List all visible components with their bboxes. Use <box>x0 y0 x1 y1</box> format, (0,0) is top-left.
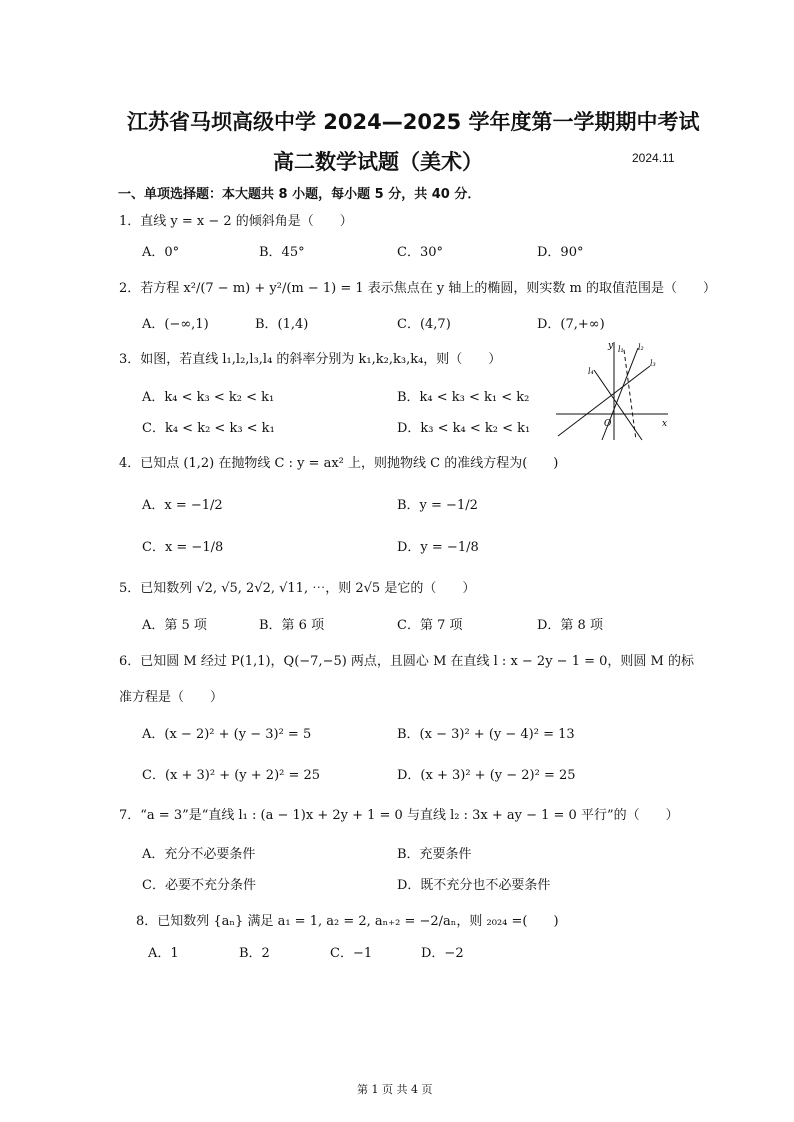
question-8-stem: 8．已知数列 {aₙ} 满足 a₁ = 1, a₂ = 2, aₙ₊₂ = −2/aₙ，则 ₂₀₂₄ =( ) <box>136 914 559 929</box>
exam-subtitle: 高二数学试题（美术） <box>273 150 483 174</box>
question-5-option-b: B．第 6 项 <box>259 618 325 633</box>
question-7-option-b: B．充要条件 <box>397 847 472 862</box>
question-2-option-b: B．(1,4) <box>255 317 309 332</box>
exam-title: 江苏省马坝高级中学 2024—2025 学年度第一学期期中考试 <box>127 110 700 134</box>
question-2-option-c: C．(4,7) <box>397 317 451 332</box>
question-1-option-b: B．45° <box>259 245 305 260</box>
question-4-stem: 4．已知点 (1,2) 在抛物线 C : y = ax² 上，则抛物线 C 的准线方程为( ) <box>119 456 559 471</box>
question-7-option-d: D．既不充分也不必要条件 <box>397 878 551 893</box>
question-7-option-c: C．必要不充分条件 <box>142 878 256 893</box>
l1-label: l₁ <box>618 345 624 354</box>
question-7-option-a: A．充分不必要条件 <box>142 847 256 862</box>
question-4-option-c: C．x = −1/8 <box>142 540 224 555</box>
question-6-option-a: A．(x − 2)² + (y − 3)² = 5 <box>142 727 312 742</box>
origin-label: O <box>604 419 612 429</box>
question-3-stem: 3．如图，若直线 l₁,l₂,l₃,l₄ 的斜率分别为 k₁,k₂,k₃,k₄，则（ ） <box>119 352 502 367</box>
question-1-stem: 1．直线 y = x − 2 的倾斜角是（ ） <box>119 214 353 229</box>
question-6-stem-continued: 准方程是（ ） <box>119 690 224 705</box>
x-axis-label: x <box>662 419 668 429</box>
question-5-stem: 5．已知数列 √2, √5, 2√2, √11, ⋯，则 2√5 是它的（ ） <box>119 581 476 596</box>
l4-label: l₄ <box>588 367 594 376</box>
question-2-option-d: D．(7,+∞) <box>537 317 605 332</box>
question-1-option-c: C．30° <box>397 245 443 260</box>
y-axis-label: y <box>608 341 614 351</box>
question-2-option-a: A．(−∞,1) <box>142 317 209 332</box>
question-4-option-d: D．y = −1/8 <box>397 540 479 555</box>
question-1-option-d: D．90° <box>537 245 584 260</box>
question-4-option-b: B．y = −1/2 <box>397 498 478 513</box>
question-8-option-b: B．2 <box>239 946 270 961</box>
question-6-stem: 6．已知圆 M 经过 P(1,1)，Q(−7,−5) 两点，且圆心 M 在直线 l : x − 2y − 1 = 0，则圆 M 的标 <box>119 654 694 669</box>
question-5-option-a: A．第 5 项 <box>142 618 207 633</box>
question-8-option-a: A．1 <box>148 946 179 961</box>
l2-label: l₂ <box>638 343 644 352</box>
question-1-option-a: A．0° <box>142 245 180 260</box>
question-7-stem: 7．“a = 3”是“直线 l₁ : (a − 1)x + 2y + 1 = 0 与直线 l₂ : 3x + ay − 1 = 0 平行”的（ ） <box>119 808 679 823</box>
question-6-option-c: C．(x + 3)² + (y + 2)² = 25 <box>142 768 321 783</box>
slope-lines-figure <box>552 336 674 446</box>
question-3-option-c: C．k₄ < k₂ < k₃ < k₁ <box>142 421 275 436</box>
section-heading: 一、单项选择题：本大题共 8 小题，每小题 5 分，共 40 分． <box>118 187 481 202</box>
line-l3 <box>594 370 642 440</box>
question-3-option-b: B．k₄ < k₃ < k₁ < k₂ <box>397 390 530 405</box>
question-2-stem: 2．若方程 x²/(7 − m) + y²/(m − 1) = 1 表示焦点在 y 轴上的椭圆，则实数 m 的取值范围是（ ） <box>119 281 716 296</box>
page-footer: 第 1 页 共 4 页 <box>357 1083 433 1096</box>
question-5-option-c: C．第 7 项 <box>397 618 463 633</box>
l3-label: l₃ <box>650 359 656 368</box>
question-5-option-d: D．第 8 项 <box>537 618 603 633</box>
question-3-option-a: A．k₄ < k₃ < k₂ < k₁ <box>142 390 275 405</box>
exam-date: 2024.11 <box>632 151 675 165</box>
question-8-option-d: D．−2 <box>421 946 464 961</box>
question-4-option-a: A．x = −1/2 <box>142 498 223 513</box>
line-l1 <box>624 350 636 440</box>
question-6-option-d: D．(x + 3)² + (y − 2)² = 25 <box>397 768 576 783</box>
question-6-option-b: B．(x − 3)² + (y − 4)² = 13 <box>397 727 575 742</box>
question-8-option-c: C．−1 <box>330 946 373 961</box>
question-3-option-d: D．k₃ < k₄ < k₂ < k₁ <box>397 421 531 436</box>
